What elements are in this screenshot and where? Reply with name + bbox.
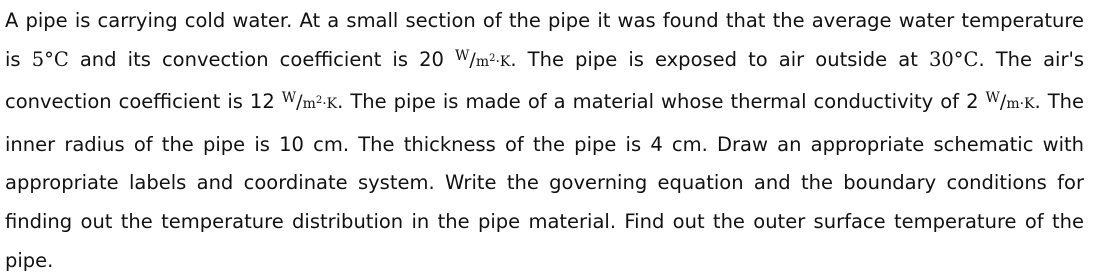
- unit-exponent: 2: [315, 95, 323, 107]
- unit-denominator: [303, 96, 338, 112]
- unit-denominator-base: m: [475, 53, 490, 70]
- problem-text-6: . The inner radius of the pipe is 10 cm. The thickness of the pipe is 4 cm. Draw an appropriate schematic with appropriate labels and coordinate system. Write the governing equation and the boundary conditions for finding out the temperature distribution in the pipe material. Find out the outer surface temperature of the pipe.: [5, 90, 1084, 272]
- unit-denominator-rest: ·K: [322, 96, 338, 113]
- convection-unit-air: [282, 90, 337, 113]
- air-temperature: 30°C: [928, 47, 979, 71]
- unit-numerator: W: [985, 90, 1000, 107]
- problem-text-1: A pipe is carrying cold water. At a small section of the pipe it was found that the average water temperature is: [5, 9, 1084, 71]
- problem-text-4: . The air's convection coefficient is 12: [5, 47, 1085, 114]
- unit-slash: /: [296, 91, 303, 114]
- problem-text-2: and its convection coefficient is 20: [68, 47, 456, 71]
- conductivity-unit: [986, 90, 1035, 113]
- unit-slash: /: [469, 48, 476, 71]
- unit-numerator: W: [455, 47, 470, 64]
- unit-exponent: 2: [489, 52, 496, 64]
- unit-denominator: m·K: [1006, 96, 1035, 113]
- unit-denominator: [476, 54, 511, 70]
- convection-unit-water: [455, 48, 510, 71]
- problem-text-3: . The pipe is exposed to air outside at: [510, 47, 929, 71]
- problem-text-5: . The pipe is made of a material whose thermal conductivity of 2: [337, 90, 986, 114]
- water-temperature: 5°C: [31, 47, 69, 71]
- unit-denominator-base: m: [302, 96, 316, 113]
- unit-numerator: W: [281, 90, 297, 107]
- unit-slash: /: [999, 91, 1007, 114]
- unit-denominator-rest: ·K: [495, 53, 511, 70]
